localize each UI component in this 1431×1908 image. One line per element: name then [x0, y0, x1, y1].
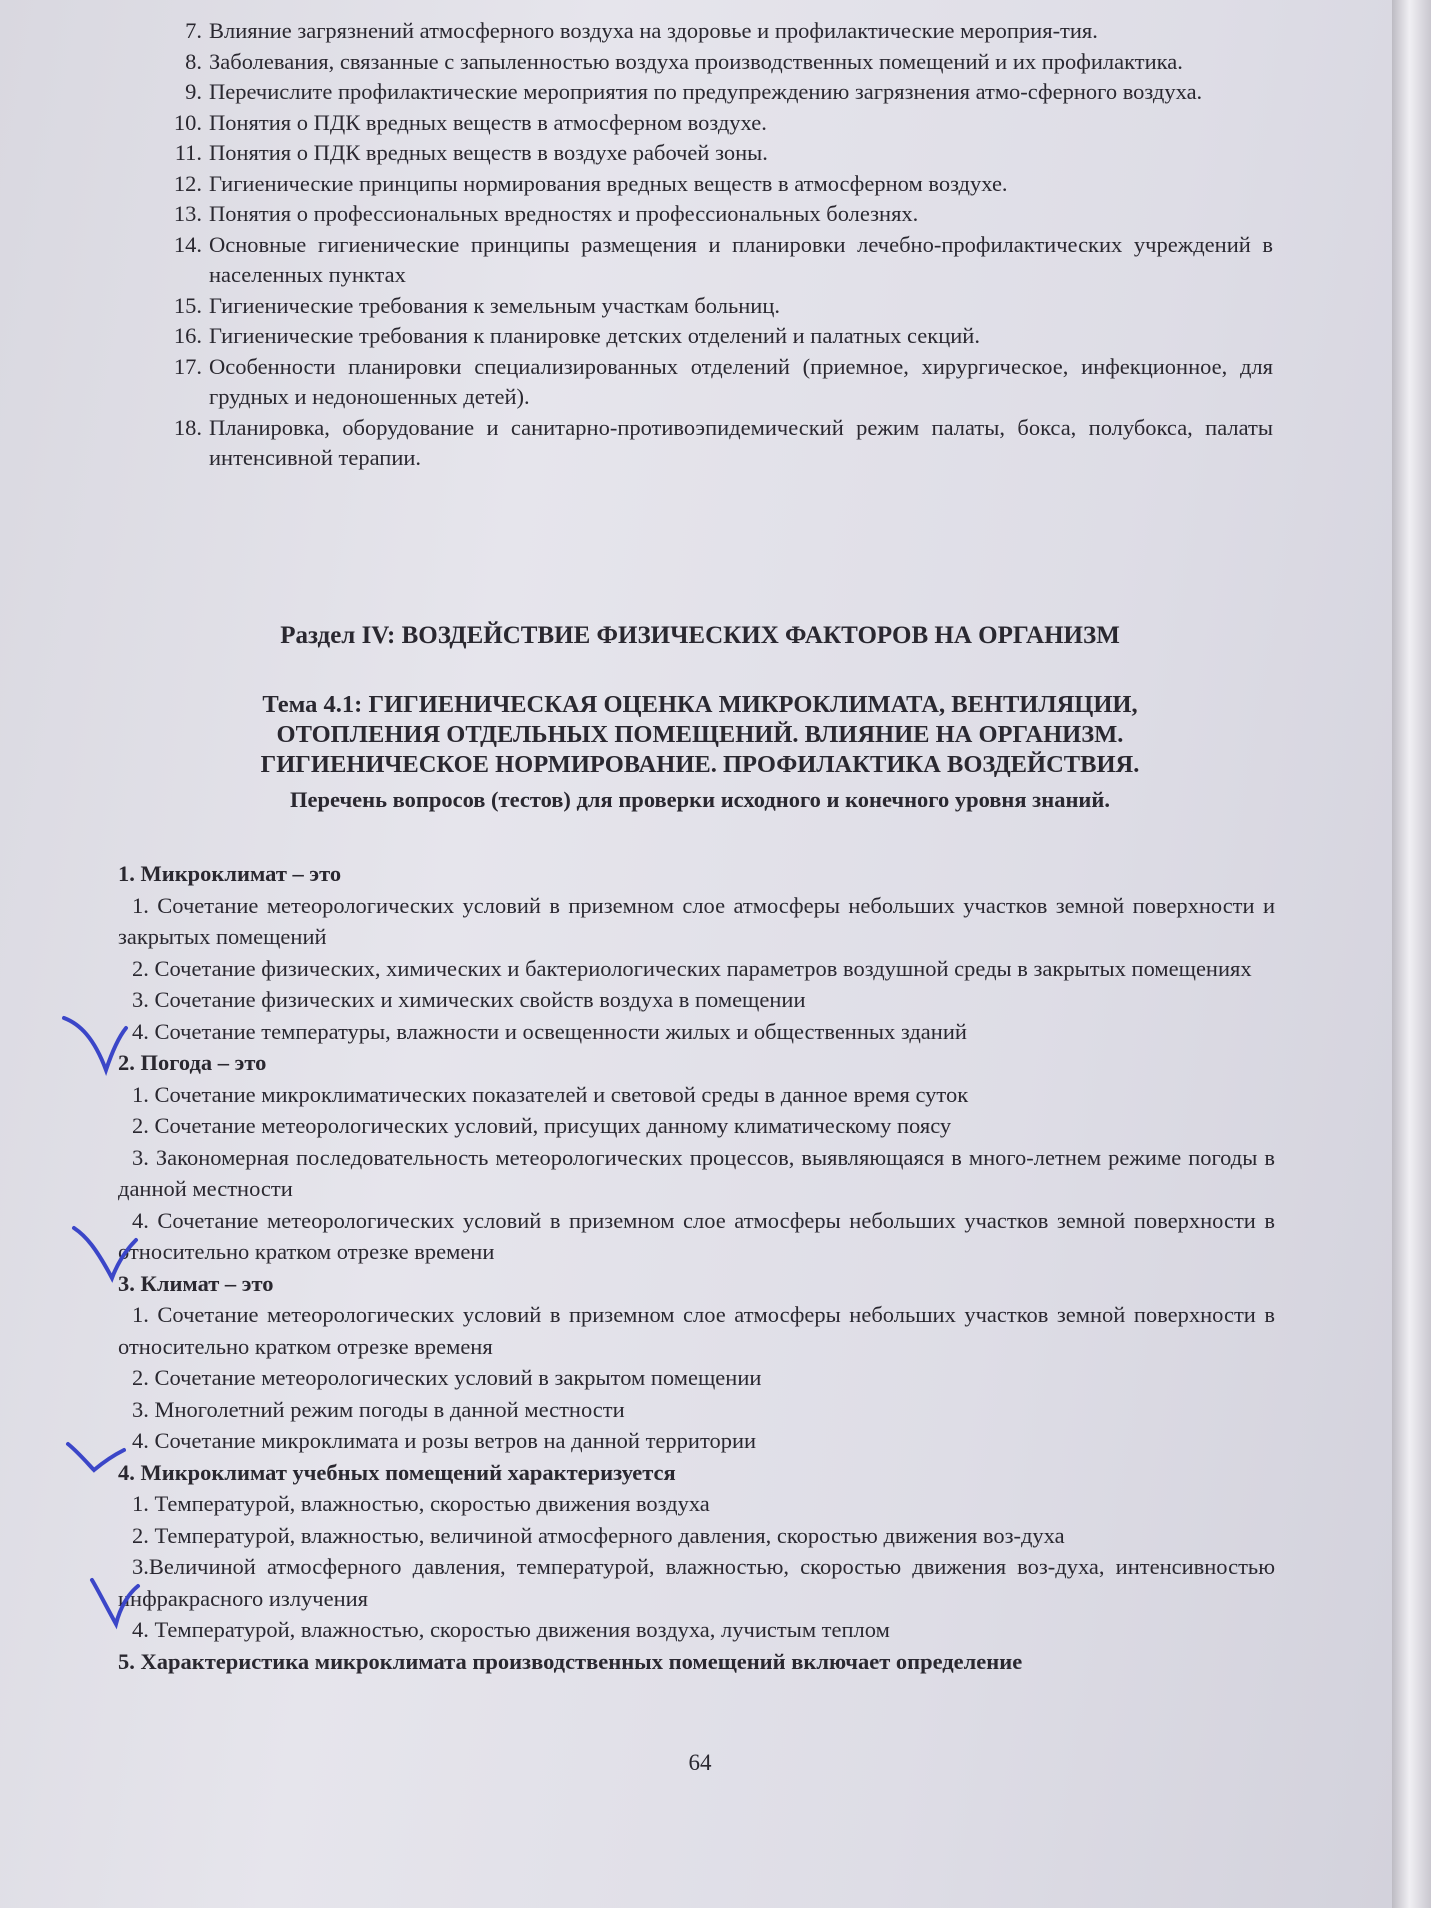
list-item-number: 17. [173, 353, 202, 379]
topic-title [120, 690, 1280, 780]
topic-line: ОТОПЛЕНИЯ ОТДЕЛЬНЫХ ПОМЕЩЕНИЙ. ВЛИЯНИЕ НА ОРГАНИЗМ. [276, 721, 1124, 748]
answer-option: 2. Температурой, влажностью, величиной атмосферного давления, скоростью движения воз-духа [132, 1522, 1065, 1548]
answer-option: 2. Сочетание метеорологических условий в закрытом помещении [132, 1365, 762, 1390]
answer-option: 1. Температурой, влажностью, скоростью движения воздуха [132, 1491, 710, 1516]
list-item [158, 291, 1273, 322]
answer-option: 4. Температурой, влажностью, скоростью движения воздуха, лучистым теплом [132, 1617, 890, 1642]
list-item [158, 413, 1273, 474]
answer-option: 4. Сочетание микроклимата и розы ветров на данной территории [132, 1428, 757, 1453]
section-title: Раздел IV: ВОЗДЕЙСТВИЕ ФИЗИЧЕСКИХ ФАКТОРОВ НА ОРГАНИЗМ [280, 622, 1120, 649]
answer-option: 3. Закономерная последовательность метеорологических процессов, выявляющаяся в много-летнем режиме погоды в данной местности [118, 1144, 1275, 1201]
list-item-text: Основные гигиенические принципы размещения и планировки лечебно-профилактических учреждений в населенных пунктах [209, 231, 1273, 287]
question-title: 3. Климат – это [118, 1270, 274, 1296]
list-item-number: 16. [173, 323, 202, 348]
answer-option: 3. Многолетний режим погоды в данной местности [132, 1396, 625, 1422]
topic-line: ГИГИЕНИЧЕСКОЕ НОРМИРОВАНИЕ. ПРОФИЛАКТИКА ВОЗДЕЙСТВИЯ. [260, 751, 1140, 778]
topic-line: Тема 4.1: ГИГИЕНИЧЕСКАЯ ОЦЕНКА МИКРОКЛИМАТА, ВЕНТИЛЯЦИИ, [262, 691, 1138, 718]
subtitle: Перечень вопросов (тестов) для проверки исходного и конечного уровня знаний. [290, 787, 1110, 812]
page-number: 64 [688, 1750, 712, 1775]
question-title: 4. Микроклимат учебных помещений характеризуется [118, 1459, 676, 1485]
list-item-text: Понятия о профессиональных вредностях и профессиональных болезнях. [209, 201, 919, 226]
list-item-text: Понятия о ПДК вредных веществ в атмосферном воздухе. [209, 109, 767, 135]
list-item [158, 230, 1273, 291]
list-item-number: 18. [173, 414, 202, 440]
list-item-text: Гигиенические требования к земельным участкам больниц. [209, 292, 780, 318]
list-item [158, 352, 1273, 413]
answer-option: 4. Сочетание метеорологических условий в приземном слое атмосферы небольших участков земной поверхности в относительно кратком отрезке времени [118, 1207, 1275, 1264]
list-item [158, 77, 1273, 108]
list-item [158, 108, 1273, 139]
list-item-text: Гигиенические требования к планировке детских отделений и палатных секций. [209, 323, 980, 348]
answer-option: 1. Сочетание микроклиматических показателей и световой среды в данное время суток [132, 1081, 969, 1107]
answer-option: 3.Величиной атмосферного давления, температурой, влажностью, скоростью движения воз-духа, интенсивностью инфракрасного излучения [118, 1554, 1275, 1611]
pen-check-icon [70, 1222, 140, 1284]
list-item-number: 10. [173, 109, 202, 135]
list-item-text: Влияние загрязнений атмосферного воздуха на здоровье и профилактические мероприя-тия. [209, 18, 1098, 43]
list-item-text: Перечислите профилактические мероприятия по предупреждению загрязнения атмо-сферного воздуха. [209, 79, 1203, 104]
answer-option: 2. Сочетание физических, химических и бактериологических параметров воздушной среды в закрытых помещениях [132, 955, 1252, 981]
list-item [158, 169, 1273, 200]
answer-option: 1. Сочетание метеорологических условий в приземном слое атмосферы небольших участков земной поверхности и закрытых помещений [118, 892, 1275, 949]
list-item [158, 16, 1273, 47]
list-item-number: 14. [173, 231, 202, 257]
pen-check-icon [64, 1436, 126, 1474]
answer-option: 2. Сочетание метеорологических условий, присущих данному климатическому поясу [132, 1113, 952, 1138]
answer-option: 4. Сочетание температуры, влажности и освещенности жилых и общественных зданий [132, 1018, 967, 1044]
test-questions [118, 858, 1275, 1677]
answer-option: 1. Сочетание метеорологических условий в приземном слое атмосферы небольших участков земной поверхности в относительно кратком отрезке временя [118, 1302, 1275, 1359]
list-item [158, 321, 1273, 352]
list-item-text: Заболевания, связанные с запыленностью воздуха производственных помещений и их профилактика. [209, 48, 1183, 74]
list-item-number: 11. [174, 140, 202, 165]
list-item-text: Особенности планировки специализированных отделений (приемное, хирургическое, инфекционное, для грудных и недоношенных детей). [209, 353, 1273, 409]
question-list [158, 16, 1273, 474]
question-title: 2. Погода – это [118, 1050, 267, 1075]
question-title: 5. Характеристика микроклимата производственных помещений включает определение [118, 1648, 1023, 1674]
list-item-number: 7. [185, 18, 202, 43]
page-edge [1392, 0, 1431, 1908]
list-item [158, 47, 1273, 78]
list-item-number: 15. [173, 292, 202, 318]
answer-option: 3. Сочетание физических и химических свойств воздуха в помещении [132, 987, 806, 1012]
pen-check-icon [60, 1012, 130, 1084]
pen-check-icon [88, 1576, 142, 1630]
list-item-number: 12. [173, 170, 202, 196]
list-item-number: 8. [185, 48, 202, 74]
list-item [158, 199, 1273, 230]
list-item-text: Понятия о ПДК вредных веществ в воздухе рабочей зоны. [209, 140, 768, 165]
list-item-text: Гигиенические принципы нормирования вредных веществ в атмосферном воздухе. [209, 170, 1008, 196]
list-item [158, 138, 1273, 169]
list-item-number: 9. [185, 79, 202, 104]
list-item-number: 13. [173, 201, 202, 226]
list-item-text: Планировка, оборудование и санитарно-противоэпидемический режим палаты, бокса, полубокса, палаты интенсивной терапии. [209, 414, 1273, 470]
question-title: 1. Микроклимат – это [118, 861, 342, 886]
